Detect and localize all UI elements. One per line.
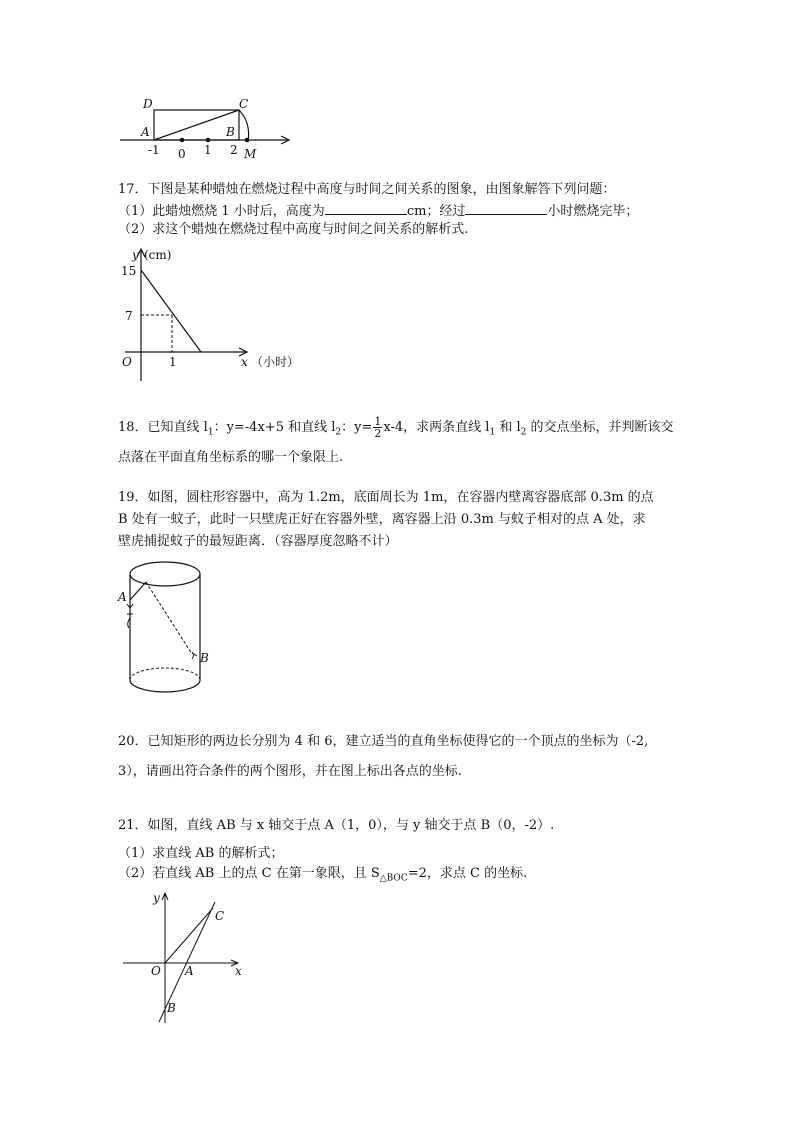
tick-15: 15 <box>121 264 137 278</box>
q17-part1-a: （1）此蜡烛燃烧 1 小时后，高度为 <box>118 204 325 219</box>
q18-text-a: 18．已知直线 l <box>118 420 208 435</box>
q18-frac-den: 2 <box>374 427 382 440</box>
q17-part1-c: 小时燃烧完毕； <box>547 204 639 219</box>
cylinder-bottom-back <box>130 668 200 680</box>
cylinder-bottom-front <box>130 680 200 692</box>
tick-0: 0 <box>178 147 186 161</box>
label-b: B <box>200 651 209 665</box>
q18-sub3: 1 <box>489 427 496 438</box>
cylinder-top <box>130 562 200 586</box>
q18-line2: 点落在平面直角坐标系的哪一个象限上. <box>118 450 344 465</box>
x-axis-label: x <box>241 355 248 369</box>
height-line <box>141 270 201 352</box>
label-b: B <box>167 1001 176 1015</box>
segment-oc <box>165 908 213 963</box>
x-axis-unit: （小时） <box>251 355 300 369</box>
q17-part2: （2）求这个蜡烛在燃烧过程中高度与时间之间关系的解析式. <box>118 222 469 237</box>
q20-line2: 3），请画出符合条件的两个图形，并在图上标出各点的坐标. <box>118 764 462 779</box>
y-axis-unit: (cm) <box>144 248 172 262</box>
q18-text-c: ：y= <box>341 420 373 435</box>
q17-blank-height[interactable] <box>325 200 407 215</box>
q18-line1 <box>118 416 674 443</box>
q21-part2-a: （2）若直线 AB 上的点 C 在第一象限，且 S <box>118 866 380 881</box>
q20-line1: 20．已知矩形的两边长分别为 4 和 6，建立适当的直角坐标使得它的一个顶点的坐标为（-2, <box>118 734 649 749</box>
tick-1: 1 <box>204 143 212 157</box>
q18-text-e: 和 l <box>495 420 521 435</box>
point-1 <box>206 138 211 143</box>
number-line-rectangle-figure <box>115 92 300 164</box>
q19-line3: 壁虎捕捉蚊子的最短距离．（容器厚度忽略不计） <box>118 534 398 549</box>
label-o: O <box>151 964 161 978</box>
label-a: A <box>185 964 194 978</box>
q21-part1: （1）求直线 AB 的解析式； <box>118 846 284 861</box>
q18-fraction <box>373 416 382 439</box>
tick-7: 7 <box>125 309 133 323</box>
line-ab-graph <box>115 888 255 1028</box>
origin-label: O <box>122 355 132 369</box>
path-a-to-rim <box>130 582 146 600</box>
q18-sub4: 2 <box>520 427 527 438</box>
tick-2: 2 <box>230 143 238 157</box>
label-a: A <box>118 590 127 604</box>
q21-part2-sub: △BOC <box>379 873 408 884</box>
q18-text-f: 的交点坐标，并判断该交 <box>526 420 674 435</box>
candle-height-graph <box>115 245 315 385</box>
label-x: x <box>235 964 242 978</box>
y-axis-label: y <box>132 248 139 262</box>
label-m: M <box>244 147 257 161</box>
cylinder-figure <box>112 556 222 696</box>
label-c: C <box>239 97 249 111</box>
point-0 <box>180 138 185 143</box>
q17-part1 <box>118 200 638 222</box>
q18-sub1: 1 <box>207 427 214 438</box>
tick-1: 1 <box>169 355 177 369</box>
label-c: C <box>215 909 225 923</box>
mosquito-icon <box>192 652 197 659</box>
q18-sub2: 2 <box>335 427 342 438</box>
label-b: B <box>226 125 235 139</box>
q19-line2: B 处有一蚊子，此时一只壁虎正好在容器外壁，离容器上沿 0.3m 与蚊子相对的点 A 处，求 <box>118 512 646 527</box>
q18-text-d: x-4，求两条直线 l <box>383 420 490 435</box>
tick-neg1: -1 <box>148 143 160 157</box>
q19-line1: 19．如图，圆柱形容器中，高为 1.2m，底面周长为 1m，在容器内壁离容器底部 0.3m 的点 <box>118 490 654 505</box>
point-m <box>245 138 250 143</box>
q17-part1-b: cm；经过 <box>406 204 466 219</box>
q21-part2 <box>118 864 527 889</box>
label-a: A <box>141 125 150 139</box>
q18-frac-num: 1 <box>374 415 382 428</box>
label-y: y <box>153 891 160 905</box>
q21-part2-b: =2，求点 C 的坐标. <box>407 866 528 881</box>
q17-blank-hours[interactable] <box>465 200 547 215</box>
q18-text-b: ：y=-4x+5 和直线 l <box>213 420 336 435</box>
q17-stem: 17．下图是某种蜡烛在燃烧过程中高度与时间之间关系的图象，由图象解答下列问题： <box>118 182 616 197</box>
arc-cm <box>239 110 249 142</box>
path-rim-to-b <box>146 582 192 654</box>
label-d: D <box>143 97 153 111</box>
q21-line1: 21．如图，直线 AB 与 x 轴交于点 A（1，0），与 y 轴交于点 B（0，-2）. <box>118 818 555 833</box>
